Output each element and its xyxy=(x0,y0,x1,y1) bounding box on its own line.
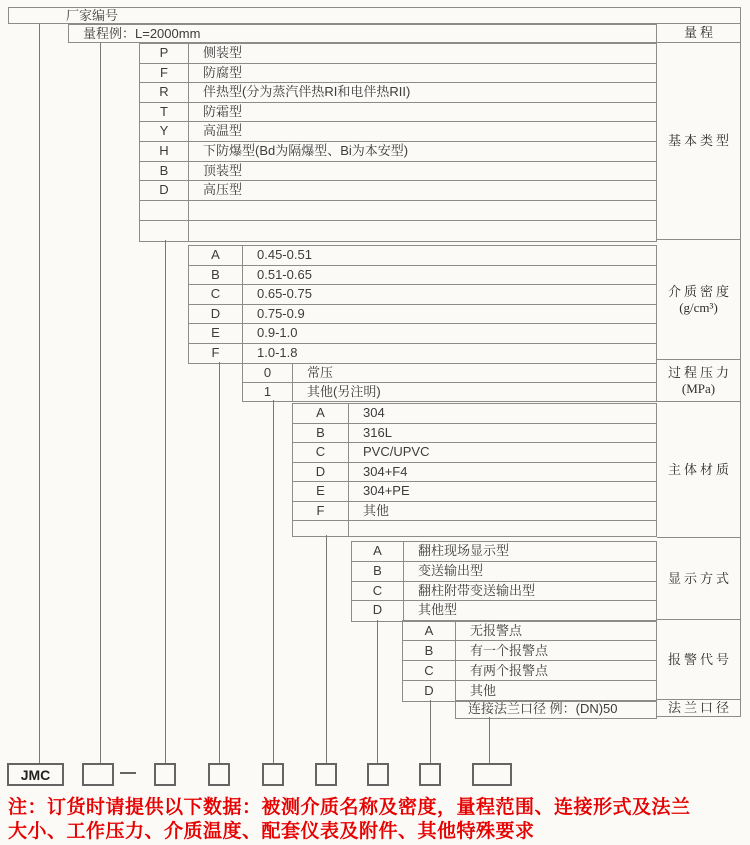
option-row xyxy=(243,364,656,383)
option-description: 其他 xyxy=(470,683,497,698)
manufacturer-code-label: 厂家编号 xyxy=(66,8,119,23)
option-description: 304 xyxy=(363,405,385,420)
option-description: 连接法兰口径 例：(DN)50 xyxy=(468,701,618,716)
connector-line xyxy=(219,362,220,763)
code-box xyxy=(472,763,512,786)
option-code: C xyxy=(293,443,349,462)
option-description: 0.45-0.51 xyxy=(257,247,312,262)
option-code: F xyxy=(140,64,189,83)
model-prefix-box xyxy=(7,763,64,786)
option-row xyxy=(140,83,656,103)
category-label-subtext: (g/cm³) xyxy=(679,299,718,315)
option-description: 0.75-0.9 xyxy=(257,305,305,321)
option-description: 0.65-0.75 xyxy=(257,286,312,301)
category-label-text: 基本类型 xyxy=(667,133,732,148)
connector-line xyxy=(430,700,431,763)
option-code xyxy=(293,521,349,536)
connector-line xyxy=(326,535,327,763)
option-description: PVC/UPVC xyxy=(363,444,430,459)
category-label-flange-size xyxy=(657,700,741,717)
option-row xyxy=(293,482,656,502)
order-note-line2: 大小、工作压力、介质温度、配套仪表及附件、其他特殊要求 xyxy=(8,820,535,842)
code-box xyxy=(262,763,284,786)
dash-separator xyxy=(120,772,136,774)
option-description: 变送输出型 xyxy=(418,562,484,578)
category-label-range xyxy=(657,24,741,43)
section-body-material xyxy=(292,403,657,537)
option-code: C xyxy=(189,285,243,304)
option-code: D xyxy=(403,681,456,701)
option-code: F xyxy=(189,344,243,364)
option-row xyxy=(243,383,656,402)
option-description: 0.9-1.0 xyxy=(257,325,298,340)
option-code: P xyxy=(140,44,189,63)
range-example-label: 量程例：L=2000mm xyxy=(83,26,201,41)
option-code: D xyxy=(189,305,243,324)
option-description: 无报警点 xyxy=(470,623,523,638)
category-label-text: 法兰口径 xyxy=(667,700,732,715)
option-code: B xyxy=(352,562,404,581)
option-code: E xyxy=(293,482,349,501)
option-description: 304+F4 xyxy=(363,463,408,479)
option-code: 0 xyxy=(243,364,293,382)
option-description: 防腐型 xyxy=(203,64,243,80)
option-row xyxy=(352,582,656,602)
option-row xyxy=(403,621,656,641)
empty-cell xyxy=(349,521,656,536)
option-description: 1.0-1.8 xyxy=(257,344,298,360)
option-row xyxy=(352,601,656,621)
option-code: E xyxy=(189,324,243,343)
option-code: 1 xyxy=(243,383,293,402)
option-code: B xyxy=(189,266,243,285)
connector-line xyxy=(100,43,101,763)
option-description: 316L xyxy=(363,424,392,440)
option-code: B xyxy=(140,162,189,181)
option-description: 侧装型 xyxy=(203,45,243,60)
option-description: 下防爆型(Bd为隔爆型、Bi为本安型) xyxy=(203,142,409,158)
order-note xyxy=(8,796,748,843)
option-code: C xyxy=(352,582,404,601)
option-row xyxy=(293,463,656,483)
option-code: T xyxy=(140,103,189,122)
category-label-basic-type xyxy=(657,43,741,240)
option-row xyxy=(403,681,656,701)
category-label-text: 介质密度 xyxy=(667,283,732,299)
option-row xyxy=(140,181,656,201)
code-box xyxy=(82,763,114,786)
option-description: 有一个报警点 xyxy=(470,643,549,658)
category-label-text: 量程 xyxy=(683,25,716,40)
option-description: 其他(另注明) xyxy=(307,383,381,399)
option-description: 有两个报警点 xyxy=(470,663,549,678)
option-code: C xyxy=(403,661,456,680)
empty-cell xyxy=(189,201,656,220)
option-row xyxy=(140,44,656,64)
range-example-bar xyxy=(68,24,657,43)
option-row xyxy=(189,285,656,305)
order-note-line1: 注：订货时请提供以下数据：被测介质名称及密度，量程范围、连接形式及法兰 xyxy=(8,797,691,818)
option-code: A xyxy=(352,542,404,561)
connector-line xyxy=(39,24,40,763)
option-row xyxy=(140,162,656,182)
category-label-text: 主体材质 xyxy=(667,461,732,477)
category-label-display-mode xyxy=(657,538,741,620)
option-row xyxy=(456,701,656,718)
empty-cell xyxy=(189,221,656,241)
option-description: 0.51-0.65 xyxy=(257,266,312,282)
option-code: A xyxy=(403,621,456,640)
category-label-text: 报警代号 xyxy=(667,651,732,667)
empty-row xyxy=(293,521,656,536)
option-code xyxy=(140,221,189,241)
option-row xyxy=(140,64,656,84)
option-description: 常压 xyxy=(307,365,334,380)
code-box xyxy=(315,763,337,786)
option-code: R xyxy=(140,83,189,102)
code-box xyxy=(419,763,441,786)
model-prefix-label: JMC xyxy=(20,766,51,783)
option-description: 高压型 xyxy=(203,182,243,198)
option-row xyxy=(352,542,656,562)
option-code: B xyxy=(293,424,349,443)
option-row xyxy=(293,404,656,424)
option-code: D xyxy=(140,181,189,200)
option-description: 伴热型(分为蒸汽伴热RI和电伴热RII) xyxy=(203,84,411,100)
option-description: 高温型 xyxy=(203,123,243,139)
connector-line xyxy=(165,240,166,763)
option-code: F xyxy=(293,502,349,521)
section-process-pressure xyxy=(242,363,657,402)
connector-line xyxy=(489,717,490,763)
code-box xyxy=(367,763,389,786)
option-row xyxy=(189,324,656,344)
option-code: A xyxy=(189,246,243,265)
empty-row xyxy=(140,201,656,221)
category-label-alarm-code xyxy=(657,620,741,700)
option-row xyxy=(293,424,656,444)
code-box xyxy=(208,763,230,786)
category-label-subtext: (MPa) xyxy=(681,380,716,396)
option-description: 其他 xyxy=(363,502,390,518)
option-row xyxy=(352,562,656,582)
option-description: 翻柱附带变送输出型 xyxy=(418,582,536,598)
category-label-text: 显示方式 xyxy=(667,570,732,586)
option-code: H xyxy=(140,142,189,161)
option-code: A xyxy=(293,404,349,423)
option-code: D xyxy=(293,463,349,482)
option-row xyxy=(189,266,656,286)
option-row xyxy=(293,443,656,463)
category-label-text: 过程压力 xyxy=(667,364,732,380)
section-medium-density xyxy=(188,245,657,364)
empty-row xyxy=(140,221,656,241)
option-code: D xyxy=(352,601,404,621)
option-row xyxy=(403,641,656,661)
option-code: Y xyxy=(140,122,189,141)
connector-line xyxy=(377,620,378,763)
code-box xyxy=(154,763,176,786)
option-description: 304+PE xyxy=(363,483,410,498)
option-row xyxy=(140,122,656,142)
option-row xyxy=(403,661,656,681)
category-label-medium-density xyxy=(657,240,741,360)
category-label-process-pressure xyxy=(657,360,741,402)
option-row xyxy=(189,246,656,266)
option-row xyxy=(293,502,656,522)
option-row xyxy=(140,142,656,162)
option-code xyxy=(140,201,189,220)
manufacturer-code-bar xyxy=(8,7,741,24)
option-row xyxy=(189,305,656,325)
connector-line xyxy=(273,400,274,763)
option-row xyxy=(140,103,656,123)
option-code: B xyxy=(403,641,456,660)
section-flange-size xyxy=(455,700,657,719)
section-basic-type xyxy=(139,43,657,242)
option-row xyxy=(189,344,656,364)
option-description: 翻柱现场显示型 xyxy=(418,543,510,558)
option-description: 防霜型 xyxy=(203,103,243,119)
option-description: 其他型 xyxy=(418,602,458,618)
section-alarm-code xyxy=(402,620,657,702)
section-display-mode xyxy=(351,541,657,622)
option-description: 顶装型 xyxy=(203,162,243,178)
category-label-body-material xyxy=(657,402,741,538)
